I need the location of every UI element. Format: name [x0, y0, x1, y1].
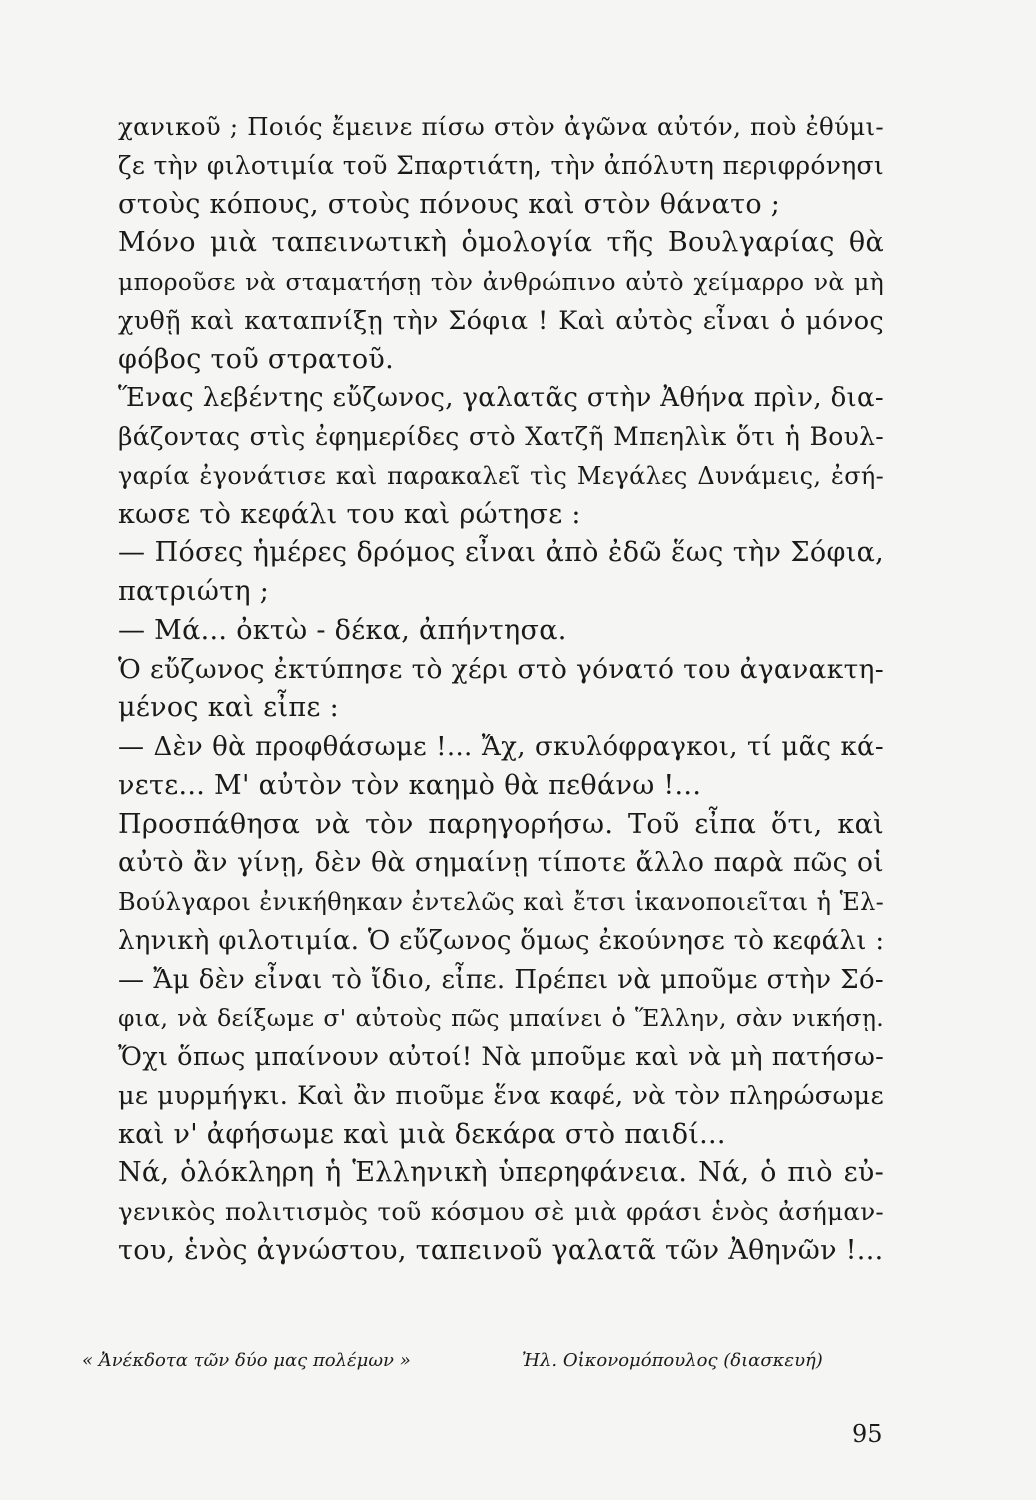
text-line-21: Βούλγαροι ἐνικήθηκαν ἐντελῶς καὶ ἔτσι ἱκανοποιεῖται ἡ Ἑλ-: [118, 888, 884, 916]
text-line-4: Μόνο μιὰ ταπεινωτικὴ ὁμολογία τῆς Βουλγαρίας θὰ: [118, 227, 884, 259]
text-line-14: — Μά... ὀκτὼ - δέκα, ἀπήντησα.: [118, 614, 567, 646]
text-line-3: στοὺς κόπους, στοὺς πόνους καὶ στὸν θάνατο ;: [118, 188, 781, 220]
text-line-25: Ὄχι ὅπως μπαίνουν αὐτοί! Νὰ μποῦμε καὶ νὰ μὴ πατήσω-: [118, 1042, 884, 1072]
text-line-24: φια, νὰ δείξωμε σ' αὐτοὺς πῶς μπαίνει ὁ Ἕλλην, σὰν νικήσῃ.: [118, 1004, 884, 1033]
text-line-7: φόβος τοῦ στρατοῦ.: [118, 343, 394, 375]
text-line-11: κωσε τὸ κεφάλι του καὶ ρώτησε :: [118, 498, 581, 530]
text-line-1: χανικοῦ ; Ποιός ἔμεινε πίσω στὸν ἀγῶνα αὐτόν, ποὺ ἐθύμι-: [118, 112, 884, 141]
text-line-15: Ὁ εὔζωνος ἐκτύπησε τὸ χέρι στὸ γόνατό του ἀγανακτη-: [118, 653, 884, 685]
text-line-8: Ἕνας λεβέντης εὔζωνος, γαλατᾶς στὴν Ἀθήνα πρὶν, δια-: [118, 383, 884, 414]
text-line-17: — Δὲν θὰ προφθάσωμε !... Ἄχ, σκυλόφραγκοι, τί μᾶς κά-: [118, 732, 884, 762]
text-line-28: Νά, ὁλόκληρη ἡ Ἑλληνικὴ ὑπερηφάνεια. Νά, ὁ πιὸ εὐ-: [118, 1157, 884, 1189]
text-line-30: του, ἑνὸς ἀγνώστου, ταπεινοῦ γαλατᾶ τῶν Ἀθηνῶν !...: [118, 1234, 884, 1266]
text-line-12: — Πόσες ἡμέρες δρόμος εἶναι ἀπὸ ἐδῶ ἕως τὴν Σόφια,: [118, 537, 884, 569]
source-author: Ἠλ. Οἰκονομόπουλος (διασκευή): [522, 1350, 823, 1371]
source-citation: [82, 1350, 882, 1380]
text-line-22: ληνικὴ φιλοτιμία. Ὁ εὔζωνος ὅμως ἐκούνησε τὸ κεφάλι :: [118, 925, 885, 956]
text-line-20: αὐτὸ ἂν γίνῃ, δὲν θὰ σημαίνῃ τίποτε ἄλλο παρὰ πῶς οἱ: [118, 847, 884, 879]
text-line-26: με μυρμήγκι. Καὶ ἂν πιοῦμε ἕνα καφέ, νὰ τὸν πληρώσωμε: [118, 1080, 884, 1111]
text-line-9: βάζοντας στὶς ἐφημερίδες στὸ Χατζῆ Μπεηλὶκ ὅτι ἡ Βουλ-: [118, 422, 884, 451]
text-line-10: γαρία ἐγονάτισε καὶ παρακαλεῖ τὶς Μεγάλες Δυνάμεις, ἐσή-: [118, 461, 884, 490]
text-line-23: — Ἄμ δὲν εἶναι τὸ ἴδιο, εἶπε. Πρέπει νὰ μποῦμε στὴν Σό-: [118, 964, 884, 995]
text-line-27: καὶ ν' ἀφήσωμε καὶ μιὰ δεκάρα στὸ παιδί...: [118, 1118, 726, 1150]
page-number: 95: [852, 1420, 883, 1448]
text-line-13: πατριώτη ;: [118, 576, 270, 607]
text-line-19: Προσπάθησα νὰ τὸν παρηγορήσω. Τοῦ εἶπα ὅτι, καὶ: [118, 808, 884, 840]
text-line-18: νετε... Μ' αὐτὸν τὸν καημὸ θὰ πεθάνω !...: [118, 769, 702, 801]
text-line-5: μποροῦσε νὰ σταματήσῃ τὸν ἀνθρώπινο αὐτὸ χείμαρρο νὰ μὴ: [118, 268, 884, 296]
text-line-2: ζε τὴν φιλοτιμία τοῦ Σπαρτιάτη, τὴν ἀπόλυτη περιφρόνησι: [118, 150, 884, 180]
text-line-16: μένος καὶ εἶπε :: [118, 692, 339, 724]
body-text: [118, 108, 884, 1271]
source-title: « Ἀνέκδοτα τῶν δύο μας πολέμων »: [82, 1350, 411, 1371]
text-line-29: γενικὸς πολιτισμὸς τοῦ κόσμου σὲ μιὰ φράσι ἑνὸς ἀσήμαν-: [118, 1197, 884, 1226]
text-line-6: χυθῇ καὶ καταπνίξῃ τὴν Σόφια ! Καὶ αὐτὸς εἶναι ὁ μόνος: [118, 305, 884, 336]
